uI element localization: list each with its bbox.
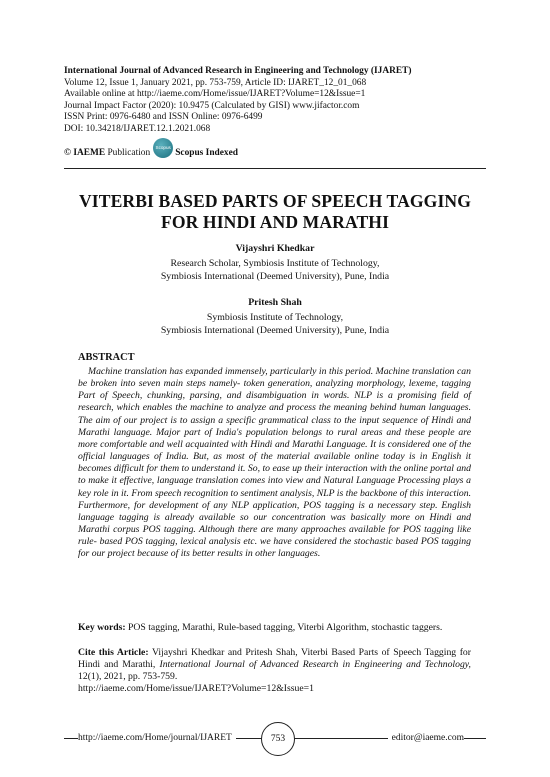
citation-journal: International Journal of Advanced Research in Engineering and Technology, bbox=[159, 659, 471, 671]
citation-text: Vijayshri Khedkar and Pritesh Shah, Viterbi Based Parts of Speech Tagging for Hindi and Marathi, bbox=[78, 647, 471, 671]
author-name: Pritesh Shah bbox=[248, 297, 302, 308]
abstract-body: Machine translation has expanded immensely, particularly in this period. Machine translation can be broken into seven main steps namely- token generation, analyzing morphology, lexeme, tagging Part of Speech, chunking, parsing, and disambiguation in words. NLP is a promising field of research, which enables the machine to analyze and process the meaning behind human languages. The aim of our project is to assign a specific grammatical class to the input sequence of Hindi and Marathi language. Major part of India's population belongs to rural areas and these people are more comfortable and well acquainted with Hindi and Marathi Language. It is considered one of the official languages of India. But, as most of the material available online today is in English it becomes difficult for them to understand it. So, to ease up their interaction with the online portal and to make it effective, language translation comes into view and Natural Language Processing plays a key role in it. From speech recognition to sentiment analysis, NLP is the backbone of this interaction. Furthermore, for development of any NLP application, POS tagging is a necessary step. English language tagging is already available so our concentration was basically more on Hindi and Marathi corpus POS tagging. Although there are many approaches available for POS tagging like rule- based POS tagging, lexical analysis etc. we have considered the stochastic based POS tagging for our project because of its better results in other languages. bbox=[78, 366, 471, 560]
volume-line: Volume 12, Issue 1, January 2021, pp. 753-759, Article ID: IJARET_12_01_068 bbox=[64, 77, 367, 88]
scopus-indexed-label: Scopus Indexed bbox=[175, 148, 238, 158]
title-line-1: VITERBI BASED PARTS OF SPEECH TAGGING bbox=[78, 191, 471, 211]
title-line-2: FOR HINDI AND MARATHI bbox=[160, 212, 390, 232]
author-affiliation-2: Symbiosis International (Deemed University), Pune, India bbox=[160, 270, 390, 282]
footer-email[interactable]: editor@iaeme.com bbox=[388, 733, 464, 743]
citation-url[interactable]: http://iaeme.com/Home/issue/IJARET?Volume=12&Issue=1 bbox=[78, 683, 314, 695]
abstract-heading: ABSTRACT bbox=[78, 352, 135, 363]
available-online-line: Available online at http://iaeme.com/Home/issue/IJARET?Volume=12&Issue=1 bbox=[64, 89, 366, 100]
header-divider bbox=[64, 168, 486, 169]
issn-line: ISSN Print: 0976-6480 and ISSN Online: 0976-6499 bbox=[64, 112, 263, 123]
doi-line: DOI: 10.34218/IJARET.12.1.2021.068 bbox=[64, 123, 211, 134]
author-affiliation-1: Research Scholar, Symbiosis Institute of Technology, bbox=[170, 258, 380, 270]
scopus-logo-text: Scopus bbox=[155, 145, 171, 150]
citation-label: Cite this Article: bbox=[78, 647, 149, 658]
scopus-logo-icon bbox=[153, 138, 173, 158]
citation-pages: 12(1), 2021, pp. 753-759. bbox=[78, 671, 178, 683]
keywords-text: POS tagging, Marathi, Rule-based tagging, Viterbi Algorithm, stochastic taggers. bbox=[125, 622, 443, 633]
paper-title bbox=[40, 191, 510, 233]
journal-header bbox=[64, 66, 484, 136]
citation-paragraph bbox=[78, 647, 471, 695]
author-affiliation-2: Symbiosis International (Deemed University), Pune, India bbox=[160, 324, 390, 336]
author-block-2 bbox=[40, 297, 510, 337]
page-number: 753 bbox=[261, 722, 295, 756]
author-block-1 bbox=[40, 243, 510, 283]
keywords-paragraph bbox=[78, 622, 471, 634]
author-affiliation-1: Symbiosis Institute of Technology, bbox=[206, 312, 344, 324]
publisher-row bbox=[64, 145, 238, 158]
publisher-name: © IAEME bbox=[64, 148, 106, 158]
keywords-label: Key words: bbox=[78, 622, 126, 633]
author-name: Vijayshri Khedkar bbox=[235, 243, 315, 254]
publisher-suffix: Publication bbox=[107, 148, 151, 158]
journal-name: International Journal of Advanced Research in Engineering and Technology (IJARET) bbox=[64, 66, 412, 76]
impact-factor-line: Journal Impact Factor (2020): 10.9475 (Calculated by GISI) www.jifactor.com bbox=[64, 100, 360, 111]
footer-journal-link[interactable]: http://iaeme.com/Home/journal/IJARET bbox=[78, 733, 236, 743]
